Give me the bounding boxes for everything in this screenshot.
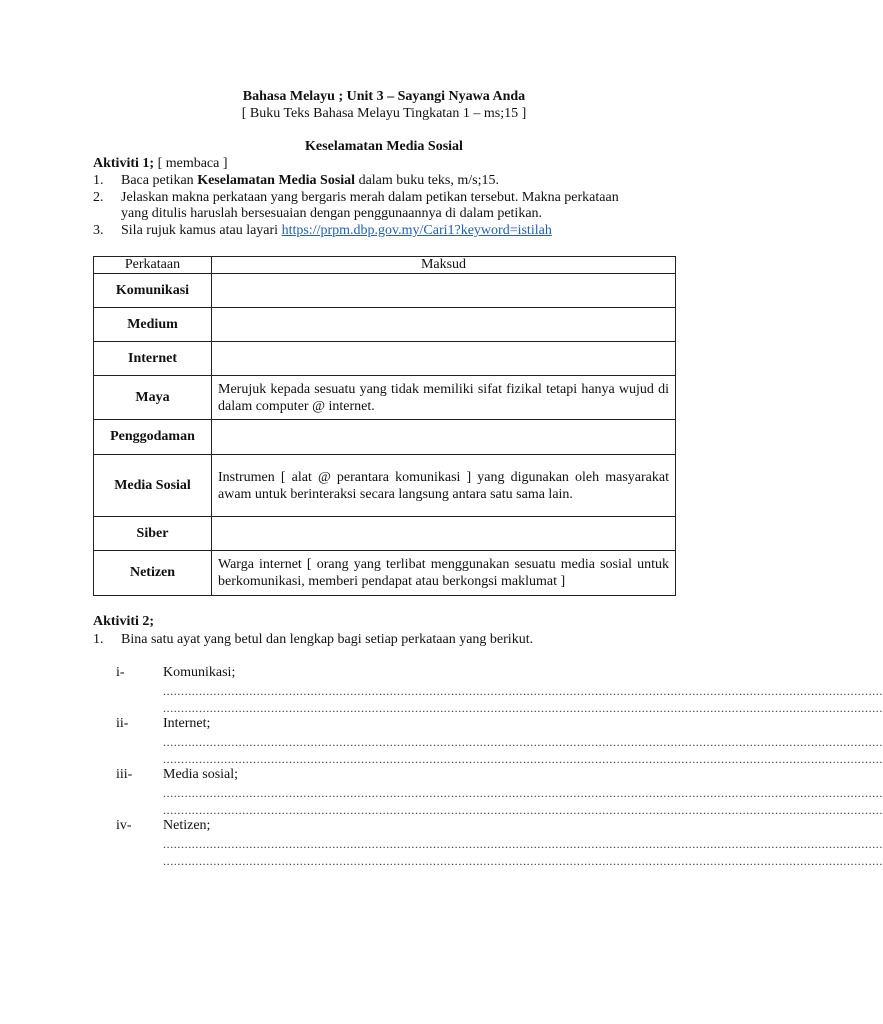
meaning-cell[interactable]: [212, 517, 676, 551]
item-number: 1.: [93, 173, 104, 188]
roman-numeral: i-: [116, 665, 125, 680]
item-text: Bina satu ayat yang betul dan lengkap bagi setiap perkataan yang berikut.: [121, 632, 534, 647]
activity1-item-2: [93, 190, 677, 206]
topic-heading: Keselamatan Media Sosial: [305, 139, 463, 154]
table-row: [94, 342, 676, 376]
word-cell: Medium: [94, 308, 212, 342]
answer-line[interactable]: ........................................................................................................................................................................................................: [163, 803, 883, 817]
answer-line[interactable]: ........................................................................................................................................................................................................: [163, 735, 883, 749]
table-row: [94, 551, 676, 596]
meaning-cell[interactable]: [212, 308, 676, 342]
word-cell: Netizen: [94, 551, 212, 596]
answer-line[interactable]: ........................................................................................................................................................................................................: [163, 786, 883, 800]
meaning-cell[interactable]: Instrumen [ alat @ perantara komunikasi ] yang digunakan oleh masyarakat awam untuk berinteraksi secara langsung antara satu sama lain.: [212, 455, 676, 517]
item-text: Jelaskan makna perkataan yang bergaris merah dalam petikan tersebut. Makna perkataan: [121, 190, 619, 205]
exercise-word: Komunikasi;: [163, 665, 236, 680]
column-header: Perkataan: [94, 257, 212, 274]
answer-line[interactable]: ........................................................................................................................................................................................................: [163, 752, 883, 766]
activity1-heading: [93, 156, 677, 172]
roman-numeral: iv-: [116, 818, 132, 833]
item-text: Sila rujuk kamus atau layari: [121, 223, 282, 238]
activity1-note: [ membaca ]: [154, 156, 228, 171]
word-cell: Maya: [94, 376, 212, 420]
activity1-label: Aktiviti 1;: [93, 156, 155, 171]
word-cell: Siber: [94, 517, 212, 551]
page-subtitle: [ Buku Teks Bahasa Melayu Tingkatan 1 – ms;15 ]: [241, 106, 527, 121]
activity1-item-2-cont: yang ditulis haruslah bersesuaian dengan penggunaannya di dalam petikan.: [121, 206, 543, 221]
table-row: [94, 420, 676, 455]
column-header: Maksud: [212, 257, 676, 274]
item-text: dalam buku teks, m/s;15.: [355, 173, 499, 188]
meaning-cell[interactable]: Warga internet [ orang yang terlibat menggunakan sesuatu media sosial untuk berkomunikasi, memberi pendapat atau berkongsi maklumat ]: [212, 551, 676, 596]
answer-line[interactable]: ........................................................................................................................................................................................................: [163, 837, 883, 851]
roman-numeral: ii-: [116, 716, 129, 731]
word-cell: Media Sosial: [94, 455, 212, 517]
meaning-cell[interactable]: [212, 274, 676, 308]
word-cell: Internet: [94, 342, 212, 376]
exercise-word: Internet;: [163, 716, 211, 731]
item-number: 1.: [93, 632, 104, 647]
item-number: 2.: [93, 190, 104, 205]
table-row: [94, 455, 676, 517]
exercise-word: Media sosial;: [163, 767, 239, 782]
word-cell: Penggodaman: [94, 420, 212, 455]
meaning-cell[interactable]: Merujuk kepada sesuatu yang tidak memiliki sifat fizikal tetapi hanya wujud di dalam computer @ internet.: [212, 376, 676, 420]
vocabulary-table: [93, 256, 676, 596]
answer-line[interactable]: ........................................................................................................................................................................................................: [163, 684, 883, 698]
table-row: [94, 308, 676, 342]
activity1-item-1: [93, 173, 677, 189]
item-bold-text: Keselamatan Media Sosial: [197, 173, 356, 188]
meaning-cell[interactable]: [212, 420, 676, 455]
exercise-word: Netizen;: [163, 818, 211, 833]
activity2-heading: Aktiviti 2;: [93, 614, 155, 629]
page-title: Bahasa Melayu ; Unit 3 – Sayangi Nyawa Anda: [242, 89, 526, 104]
table-row: [94, 274, 676, 308]
item-number: 3.: [93, 223, 104, 238]
item-text: Baca petikan: [121, 173, 198, 188]
table-row: [94, 376, 676, 420]
activity1-item-3: [93, 223, 677, 239]
roman-numeral: iii-: [116, 767, 133, 782]
activity2-instruction: [93, 632, 677, 648]
answer-line[interactable]: ........................................................................................................................................................................................................: [163, 854, 883, 868]
table-row: [94, 517, 676, 551]
meaning-cell[interactable]: [212, 342, 676, 376]
word-cell: Komunikasi: [94, 274, 212, 308]
table-header-row: [94, 257, 676, 274]
dictionary-link[interactable]: https://prpm.dbp.gov.my/Cari1?keyword=istilah: [281, 223, 552, 238]
answer-line[interactable]: ........................................................................................................................................................................................................: [163, 701, 883, 715]
